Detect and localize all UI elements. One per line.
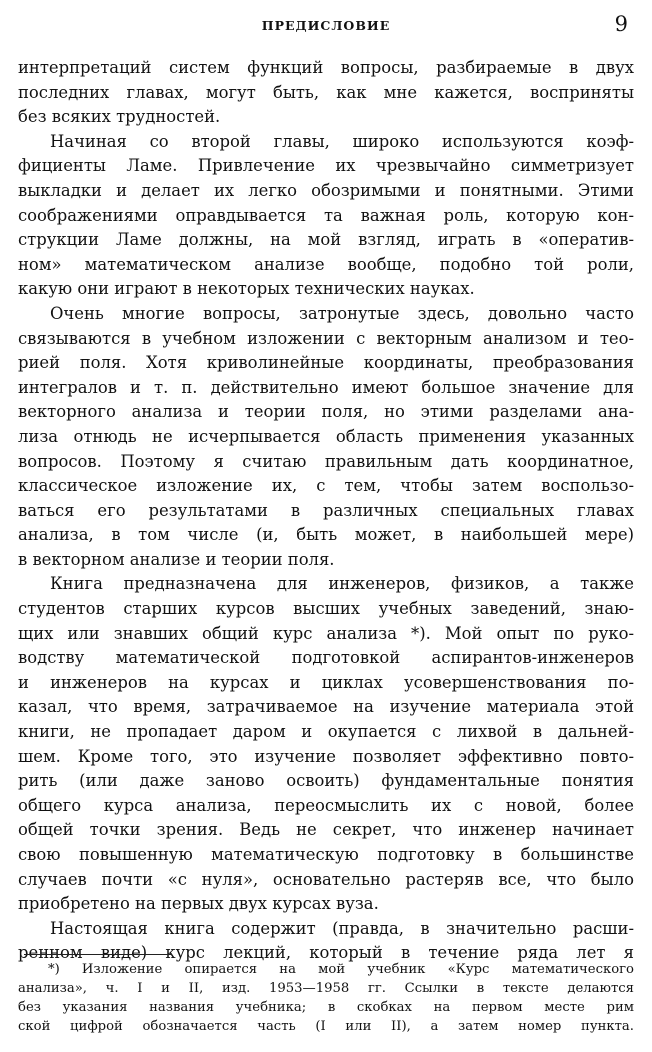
text-line: шем. Кроме того, это изучение позволяет эффективно повто- [18,746,634,766]
text-line: казал, что время, затрачиваемое на изучение материала этой [18,697,634,717]
text-line: студентов старших курсов высших учебных заведений, знаю- [18,599,634,619]
text-line: интегралов и т. п. действительно имеют большое значение для [18,377,634,397]
text-line: Очень многие вопросы, затронутые здесь, довольно часто [50,303,634,323]
text-line: векторного анализа и теории поля, но этими разделами ана- [18,402,634,422]
text-line: выкладки и делает их легко обозримыми и понятными. Этими [18,180,634,200]
text-line: случаев почти «с нуля», основательно растеряв все, что было [18,869,634,889]
text-line: приобретено на первых двух курсах вуза. [18,894,379,914]
text-line: Начиная со второй главы, широко используются коэф- [50,131,634,151]
text-line: соображениями оправдывается та важная роль, которую кон- [18,205,634,225]
text-line: ном» математическом анализе вообще, подобно той роли, [18,254,634,274]
footnote-line: *) Изложение опирается на мой учебник «Курс математического [48,962,634,977]
text-line: интерпретаций систем функций вопросы, разбираемые в двух [18,58,634,77]
text-line: без всяких трудностей. [18,107,221,127]
text-line: анализа, в том числе (и, быть может, в наибольшей мере) [18,525,634,545]
text-line: рией поля. Хотя криволинейные координаты, преобразования [18,353,634,373]
text-line: лиза отнюдь не исчерпывается область применения указанных [18,426,634,446]
text-line: последних главах, могут быть, как мне кажется, восприняты [18,82,634,102]
text-line: вопросов. Поэтому я считаю правильным дать координатное, [18,451,634,471]
text-line: ваться его результатами в различных специальных главах [18,500,634,520]
text-line: свою повышенную математическую подготовку в большинстве [18,845,634,864]
text-line: общего курса анализа, переосмыслить их с новой, более [18,795,634,815]
text-line: связываются в учебном изложении с векторным анализом и тео- [18,328,634,348]
text-line: Настоящая книга содержит (правда, в значительно расши- [50,918,634,938]
text-line: фициенты Ламе. Привлечение их чрезвычайно симметризует [18,156,634,176]
footnote-line: ской цифрой обозначается часть (I или II), а затем номер пункта. [18,1019,634,1034]
footnote-separator [24,954,172,955]
footnote-line: без указания названия учебника; в скобках на первом месте рим [18,1000,634,1015]
text-line: водству математической подготовкой аспирантов-инженеров [18,648,634,668]
running-head-title: ПРЕДИСЛОВИЕ [261,18,391,33]
text-line: какую они играют в некоторых технических науках. [18,279,475,299]
body-text [18,56,634,966]
page-number: 9 [614,12,628,36]
footnote [18,960,634,1036]
text-line: Книга предназначена для инженеров, физиков, а также [50,574,634,594]
text-line: ренном виде) курс лекций, который в течение ряда лет я [18,943,634,963]
text-line: книги, не пропадает даром и окупается с лихвой в дальней- [18,722,634,742]
running-head [20,12,632,38]
text-line: классическое изложение их, с тем, чтобы затем воспользо- [18,476,634,496]
footnote-line: анализа», ч. I и II, изд. 1953—1958 гг. Ссылки в тексте делаются [18,981,634,996]
text-line: щих или знавших общий курс анализа *). Мой опыт по руко- [18,623,634,643]
text-line: струкции Ламе должны, на мой взгляд, играть в «оператив- [18,230,634,250]
text-line: рить (или даже заново освоить) фундаментальные понятия [18,771,634,791]
text-line: и инженеров на курсах и циклах усовершенствования по- [18,672,634,692]
text-line: общей точки зрения. Ведь не секрет, что инженер начинает [18,820,634,840]
text-line: в векторном анализе и теории поля. [18,549,335,569]
